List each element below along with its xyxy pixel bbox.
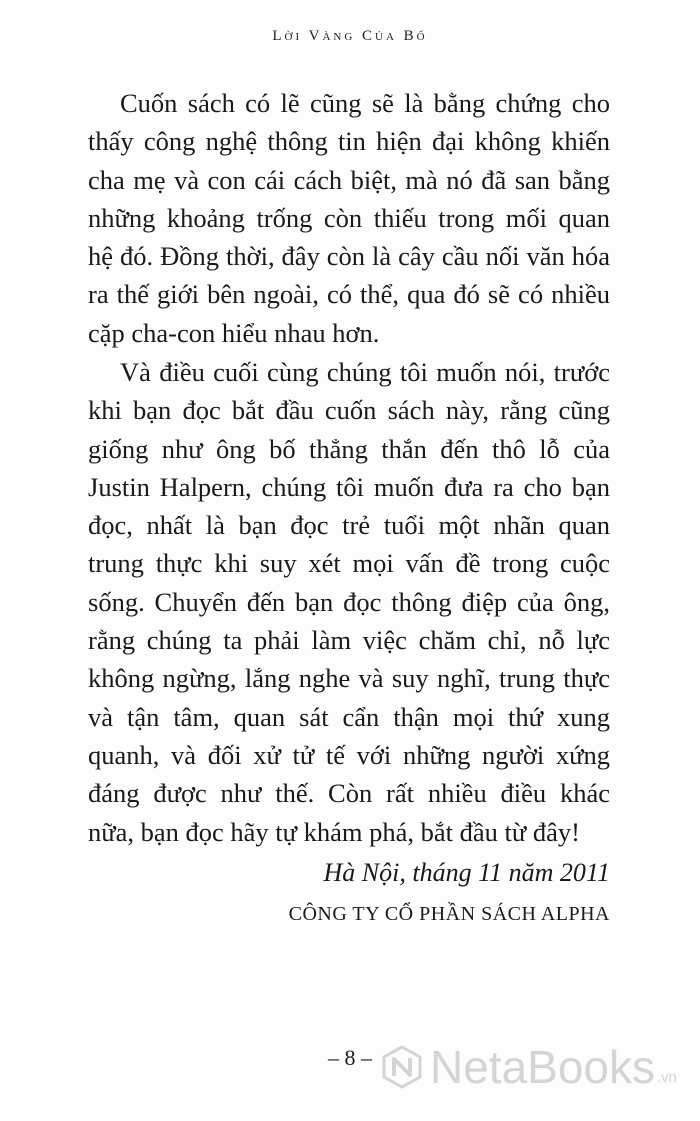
text-line: nữa, bạn đọc hãy tự khám phá, bắt đầu từ đây! (88, 816, 580, 847)
watermark-brand: NetaBooks (430, 1041, 656, 1093)
text-line: trung thực khi suy xét mọi vấn đề trong cuộc (88, 548, 610, 579)
text-line: ra thế giới bên ngoài, có thể, qua đó sẽ có nhiều (88, 279, 610, 310)
text-line: đáng được như thế. Còn rất nhiều điều khác (88, 778, 610, 809)
text-line: Justin Halpern, chúng tôi muốn đưa ra cho bạn (88, 471, 610, 502)
page-number: – 8 – (328, 1045, 372, 1070)
watermark (380, 1041, 678, 1093)
text-line: và tận tâm, quan sát cẩn thận mọi thứ xung (88, 701, 610, 732)
text-line: Cuốn sách có lẽ cũng sẽ là bằng chứng cho (120, 88, 610, 118)
watermark-suffix: .vn (657, 1069, 678, 1086)
paragraph-2 (88, 353, 610, 851)
text-line: không ngừng, lắng nghe và suy nghĩ, trung thực (88, 663, 610, 694)
text-line: rằng chúng ta phải làm việc chăm chỉ, nỗ lực (88, 625, 610, 656)
text-line: đọc, nhất là bạn đọc trẻ tuổi một nhãn quan (88, 510, 610, 541)
text-line: giống như ông bố thẳng thắn đến thô lỗ của (88, 433, 610, 464)
signature-company: CÔNG TY CỔ PHẦN SÁCH ALPHA (288, 903, 610, 925)
text-line: thấy công nghệ thông tin hiện đại không khiến (88, 126, 610, 157)
text-line: hệ đó. Đồng thời, đây còn là cây cầu nối văn hóa (88, 241, 610, 272)
text-line: khi bạn đọc bắt đầu cuốn sách này, rằng cũng (88, 395, 610, 426)
paragraph-1 (88, 84, 610, 352)
text-line: Và điều cuối cùng chúng tôi muốn nói, trước (120, 357, 610, 387)
signature-place-date: Hà Nội, tháng 11 năm 2011 (323, 858, 610, 887)
text-line: quanh, và đối xử tử tế với những người xứng (88, 739, 610, 770)
text-line: sống. Chuyển đến bạn đọc thông điệp của ông, (88, 586, 610, 617)
text-line: cha mẹ và con cái cách biệt, mà nó đã san bằng (88, 164, 610, 195)
running-header: Lời Vàng Của Bố (272, 28, 428, 44)
text-line: những khoảng trống còn thiếu trong mối quan (88, 202, 610, 233)
netabooks-logo-icon (380, 1045, 424, 1089)
text-line: cặp cha-con hiểu nhau hơn. (88, 317, 380, 348)
